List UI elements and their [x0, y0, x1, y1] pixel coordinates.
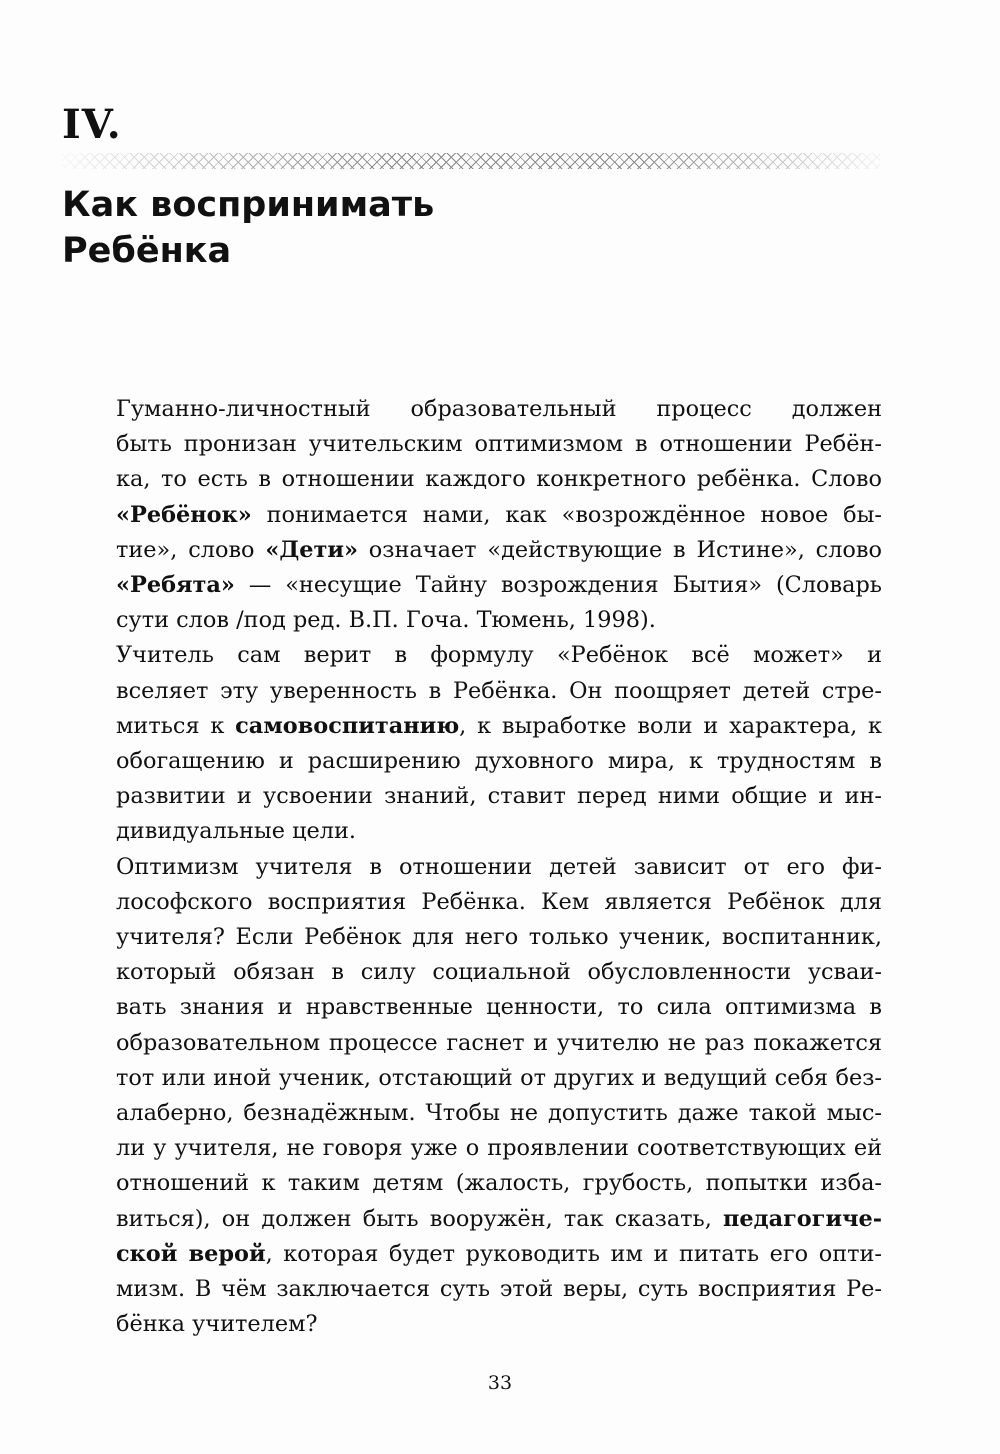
bold-term-pedagogicheskaya-vera-cont: ской верой [116, 1240, 266, 1267]
bold-term-deti: «Дети» [265, 536, 358, 563]
page-number: 33 [487, 1372, 513, 1394]
chapter-title [62, 182, 882, 274]
bold-term-samovospitanie: самовоспитанию [235, 712, 460, 739]
text-line: дивидуальные цели. [116, 818, 356, 845]
text-line: виться), он должен быть вооружён, так сказать, педагогиче- [116, 1205, 882, 1232]
text-line: ли у учителя, не говоря уже о проявлении соответствующих ей [116, 1135, 882, 1162]
text-line: Оптимизм учителя в отношении детей зависит от его фи- [116, 853, 882, 880]
text-line: вселяет эту уверенность в Ребёнка. Он поощряет детей стре- [116, 677, 882, 704]
text-line: «Ребята» — «несущие Тайну возрождения Бытия» (Словарь [116, 572, 882, 599]
text-line: который обязан в силу социальной обусловленности усваи- [116, 959, 882, 986]
paragraph-3 [62, 850, 882, 1343]
text-line: вать знания и нравственные ценности, то сила оптимизма в [116, 994, 882, 1021]
text-line: обогащению и расширению духовного мира, к трудностям в [116, 748, 882, 775]
bold-term-rebyonok: «Ребёнок» [116, 501, 252, 528]
bold-term-rebyata: «Ребята» [116, 572, 235, 599]
chapter-title-line-1: Как воспринимать [62, 185, 435, 225]
text-line: лософского восприятия Ребёнка. Кем является Ребёнок для [116, 888, 882, 915]
text-line: Учитель сам верит в формулу «Ребёнок всё может» и [116, 642, 882, 669]
text-line: ка, то есть в отношении каждого конкретного ребёнка. Слово [116, 466, 882, 493]
text-line: тие», слово «Дети» означает «действующие в Истине», слово [116, 536, 882, 563]
text-line: Гуманно-личностный образовательный процесс должен [116, 396, 882, 422]
chapter-title-line-2: Ребёнка [62, 231, 232, 271]
chapter-number: IV. [62, 101, 122, 148]
text-line: ской верой, которая будет руководить им и питать его опти- [116, 1240, 882, 1267]
text-line: учителя? Если Ребёнок для него только ученик, воспитанник, [116, 924, 882, 951]
text-line: образовательном процессе гаснет и учителю не раз покажется [116, 1029, 882, 1056]
text-line: быть пронизан учительским оптимизмом в отношении Ребён- [116, 431, 882, 458]
text-line: сути слов /под ред. В.П. Гоча. Тюмень, 1998). [116, 607, 656, 634]
body-text [62, 392, 882, 1342]
text-line: тот или иной ученик, отстающий от других и ведущий себя без- [116, 1064, 882, 1091]
text-line: мизм. В чём заключается суть этой веры, суть восприятия Ре- [116, 1276, 882, 1303]
text-line: развитии и усвоении знаний, ставит перед ними общие и ин- [116, 783, 882, 810]
ornamental-divider [62, 153, 880, 169]
paragraph-1 [62, 392, 882, 638]
text-line: бёнка учителем? [116, 1311, 318, 1338]
bold-term-pedagogicheskaya-vera: педагогиче- [723, 1205, 882, 1232]
text-line: «Ребёнок» понимается нами, как «возрождённое новое бы- [116, 501, 882, 528]
text-line: отношений к таким детям (жалость, грубость, попытки изба- [116, 1170, 882, 1197]
text-line: миться к самовоспитанию, к выработке воли и характера, к [116, 712, 882, 739]
text-line: алаберно, безнадёжным. Чтобы не допустить даже такой мыс- [116, 1100, 882, 1127]
paragraph-2 [62, 638, 882, 849]
